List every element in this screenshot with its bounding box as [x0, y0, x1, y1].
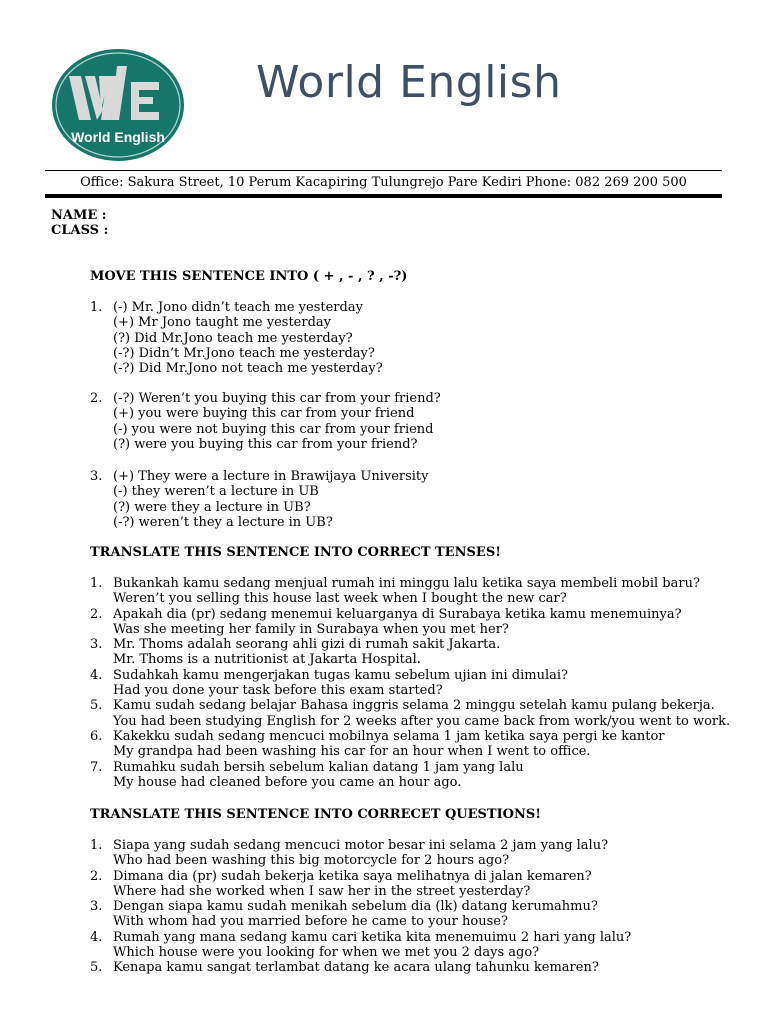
- section3-heading: TRANSLATE THIS SENTENCE INTO CORRECET QUESTIONS!: [90, 807, 541, 822]
- item-number: 4.: [90, 929, 103, 945]
- list-item: [90, 899, 631, 930]
- item-line: Kakekku sudah sedang mencuci mobilnya selama 1 jam ketika saya pergi ke kantor: [113, 728, 665, 744]
- item-line: You had been studying English for 2 weeks after you came back from work/you went to work.: [113, 713, 731, 729]
- item-line: Sudahkah kamu mengerjakan tugas kamu sebelum ujian ini dimulai?: [113, 667, 569, 683]
- list-item: [90, 960, 631, 975]
- item-line: (?) Did Mr.Jono teach me yesterday?: [113, 330, 353, 346]
- item-number: 5.: [90, 960, 103, 976]
- item-line: Apakah dia (pr) sedang menemui keluarganya di Surabaya ketika kamu menemuinya?: [113, 606, 682, 622]
- item-number: 6.: [90, 728, 103, 744]
- item-line: Weren’t you selling this house last week when I bought the new car?: [113, 591, 567, 607]
- item-number: 2.: [90, 868, 103, 884]
- list-item: [90, 729, 730, 760]
- item-line: Where had she worked when I saw her in the street yesterday?: [113, 883, 531, 899]
- list-item: [90, 930, 631, 961]
- item-line: Dimana dia (pr) sudah bekerja ketika saya melihatnya di jalan kemaren?: [113, 868, 592, 884]
- item-line: (+) They were a lecture in Brawijaya University: [113, 469, 429, 484]
- section1-item: [90, 300, 383, 376]
- item-line: Who had been washing this big motorcycle for 2 hours ago?: [113, 853, 510, 869]
- list-item: [90, 637, 730, 668]
- item-line: Mr. Thoms is a nutritionist at Jakarta Hospital.: [113, 652, 421, 668]
- section1-heading: MOVE THIS SENTENCE INTO ( + , - , ? , -?): [90, 269, 408, 284]
- item-number: 4.: [90, 667, 103, 683]
- section1-item: [90, 469, 429, 530]
- item-number: 2.: [90, 391, 103, 406]
- item-line: Kamu sudah sedang belajar Bahasa inggris selama 2 minggu setelah kamu pulang bekerja.: [113, 698, 715, 714]
- item-number: 3.: [90, 469, 103, 484]
- item-line: Had you done your task before this exam started?: [113, 683, 443, 699]
- item-line: (-?) Didn’t Mr.Jono teach me yesterday?: [113, 345, 375, 361]
- item-line: (?) were you buying this car from your friend?: [113, 436, 418, 452]
- item-line: With whom had you married before he came to your house?: [113, 914, 508, 930]
- item-line: Dengan siapa kamu sudah menikah sebelum dia (lk) datang kerumahmu?: [113, 899, 598, 915]
- item-number: 1.: [90, 576, 103, 591]
- item-line: Bukankah kamu sedang menjual rumah ini minggu lalu ketika saya membeli mobil baru?: [113, 576, 700, 591]
- item-number: 2.: [90, 606, 103, 622]
- section3-list: [90, 838, 631, 976]
- item-line: (-?) weren’t they a lecture in UB?: [113, 514, 333, 530]
- item-line: (-) they weren’t a lecture in UB: [113, 484, 319, 500]
- list-item: [90, 869, 631, 900]
- logo-text: World English: [71, 129, 165, 145]
- item-line: (-) Mr. Jono didn’t teach me yesterday: [113, 300, 363, 315]
- item-line: Rumahku sudah bersih sebelum kalian datang 1 jam yang lalu: [113, 759, 524, 775]
- item-line: Rumah yang mana sedang kamu cari ketika kita menemuimu 2 hari yang lalu?: [113, 929, 632, 945]
- item-number: 3.: [90, 637, 103, 653]
- item-line: (-?) Weren’t you buying this car from your friend?: [113, 391, 441, 406]
- item-line: (+) Mr Jono taught me yesterday: [113, 315, 332, 331]
- list-item: [90, 668, 730, 699]
- item-line: (+) you were buying this car from your friend: [113, 406, 415, 422]
- item-line: (-) you were not buying this car from your friend: [113, 421, 434, 437]
- item-number: 7.: [90, 759, 103, 775]
- item-line: Was she meeting her family in Surabaya when you met her?: [113, 621, 509, 637]
- item-number: 3.: [90, 899, 103, 915]
- header-divider-thin: [45, 170, 722, 171]
- item-line: (?) were they a lecture in UB?: [113, 499, 311, 515]
- class-label: CLASS :: [51, 223, 109, 238]
- world-english-logo: [51, 48, 185, 162]
- item-line: My house had cleaned before you came an hour ago.: [113, 774, 462, 790]
- item-line: My grandpa had been washing his car for an hour when I went to office.: [113, 744, 591, 760]
- item-line: (-?) Did Mr.Jono not teach me yesterday?: [113, 361, 383, 377]
- list-item: [90, 760, 730, 791]
- section2-list: [90, 576, 730, 790]
- name-label: NAME :: [51, 208, 107, 223]
- page-title: World English: [256, 57, 562, 108]
- header-divider-thick: [45, 194, 722, 198]
- office-address: Office: Sakura Street, 10 Perum Kacapiring Tulungrejo Pare Kediri Phone: 082 269 200 500: [80, 175, 687, 190]
- list-item: [90, 698, 730, 729]
- list-item: [90, 607, 730, 638]
- section1-item: [90, 391, 441, 452]
- item-number: 1.: [90, 838, 103, 853]
- item-line: Which house were you looking for when we met you 2 days ago?: [113, 945, 540, 961]
- item-line: Kenapa kamu sangat terlambat datang ke acara ulang tahunku kemaren?: [113, 960, 599, 976]
- item-line: Siapa yang sudah sedang mencuci motor besar ini selama 2 jam yang lalu?: [113, 838, 609, 853]
- item-number: 5.: [90, 698, 103, 714]
- item-line: Mr. Thoms adalah seorang ahli gizi di rumah sakit Jakarta.: [113, 637, 501, 653]
- list-item: [90, 576, 730, 607]
- list-item: [90, 838, 631, 869]
- section2-heading: TRANSLATE THIS SENTENCE INTO CORRECT TENSES!: [90, 545, 501, 560]
- item-number: 1.: [90, 300, 103, 315]
